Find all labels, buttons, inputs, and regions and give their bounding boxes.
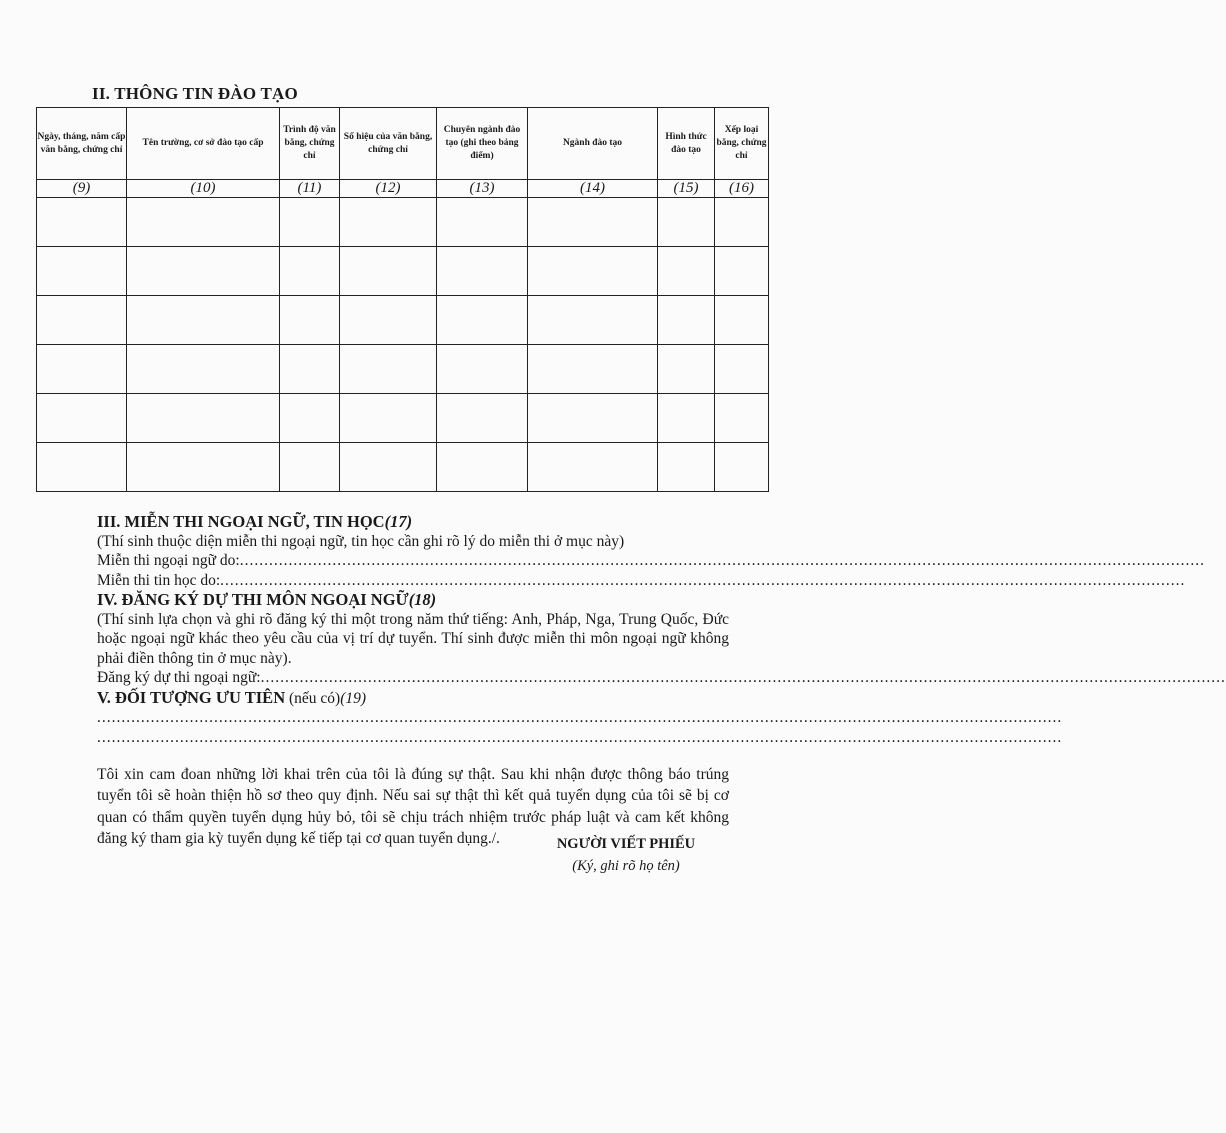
table-cell[interactable]: [37, 345, 127, 394]
signer-subtitle: (Ký, ghi rõ họ tên): [572, 858, 680, 874]
header-level: Trình độ văn bằng, chứng chỉ: [280, 108, 340, 180]
table-cell[interactable]: [528, 345, 658, 394]
table-cell[interactable]: [658, 296, 715, 345]
priority-field-line-1[interactable]: ......................................................................................................................................................................................................: [97, 709, 1063, 726]
header-serial: Số hiệu của văn bằng, chứng chỉ: [340, 108, 437, 180]
col-number: (14): [528, 180, 658, 198]
table-cell[interactable]: [658, 394, 715, 443]
table-cell[interactable]: [715, 247, 769, 296]
section-4-instruction: (Thí sinh lựa chọn và ghi rõ đăng ký thi một trong năm thứ tiếng: Anh, Pháp, Nga, Trung Quốc, Đức hoặc ngoại ngữ khác theo yêu cầu của vị trí dự tuyển. Thí sinh được miễn thi môn ngoại ngữ không phải điền thông tin ở mục này).: [97, 610, 729, 667]
header-grade: Xếp loại bằng, chứng chỉ: [715, 108, 769, 180]
table-cell[interactable]: [658, 345, 715, 394]
header-date: Ngày, tháng, năm cấp văn bằng, chứng chỉ: [37, 108, 127, 180]
table-cell[interactable]: [658, 443, 715, 492]
table-number-row: [37, 180, 769, 198]
col-number: (13): [437, 180, 528, 198]
table-cell[interactable]: [127, 247, 280, 296]
section-3-title: III. MIỄN THI NGOẠI NGỮ, TIN HỌC(17): [97, 512, 413, 531]
table-cell[interactable]: [715, 296, 769, 345]
table-row: [37, 247, 769, 296]
col-number: (10): [127, 180, 280, 198]
table-cell[interactable]: [715, 345, 769, 394]
col-number: (12): [340, 180, 437, 198]
signature-block: [536, 836, 716, 875]
table-cell[interactable]: [715, 443, 769, 492]
table-cell[interactable]: [37, 443, 127, 492]
table-cell[interactable]: [437, 394, 528, 443]
section-4-title: IV. ĐĂNG KÝ DỰ THI MÔN NGOẠI NGỮ(18): [97, 590, 437, 609]
table-cell[interactable]: [528, 443, 658, 492]
table-cell[interactable]: [437, 443, 528, 492]
table-cell[interactable]: [127, 394, 280, 443]
table-cell[interactable]: [340, 345, 437, 394]
table-cell[interactable]: [658, 198, 715, 247]
priority-field-line-2[interactable]: ......................................................................................................................................................................................................: [97, 728, 1063, 746]
table-cell[interactable]: [37, 394, 127, 443]
table-cell[interactable]: [437, 247, 528, 296]
table-cell[interactable]: [280, 198, 340, 247]
table-cell[interactable]: [658, 247, 715, 296]
table-cell[interactable]: [340, 443, 437, 492]
table-cell[interactable]: [127, 443, 280, 492]
table-cell[interactable]: [280, 247, 340, 296]
table-cell[interactable]: [37, 198, 127, 247]
table-cell[interactable]: [340, 247, 437, 296]
foreign-language-registration-field[interactable]: Đăng ký dự thi ngoại ngữ: ......................................................................................................................................................................................................: [97, 669, 1226, 686]
it-exemption-field[interactable]: Miễn thi tin học do: ......................................................................................................................................................................................................: [97, 571, 1186, 589]
table-cell[interactable]: [528, 394, 658, 443]
table-cell[interactable]: [340, 394, 437, 443]
table-cell[interactable]: [280, 443, 340, 492]
table-cell[interactable]: [340, 198, 437, 247]
table-cell[interactable]: [127, 345, 280, 394]
col-number: (11): [280, 180, 340, 198]
header-form: Hình thức đào tạo: [658, 108, 715, 180]
table-row: [37, 443, 769, 492]
table-cell[interactable]: [280, 345, 340, 394]
table-cell[interactable]: [528, 247, 658, 296]
table-cell[interactable]: [37, 247, 127, 296]
table-cell[interactable]: [437, 345, 528, 394]
table-cell[interactable]: [437, 198, 528, 247]
table-cell[interactable]: [715, 394, 769, 443]
table-header-row: [37, 108, 769, 180]
table-cell[interactable]: [127, 296, 280, 345]
table-row: [37, 198, 769, 247]
foreign-language-exemption-field[interactable]: Miễn thi ngoại ngữ do: ......................................................................................................................................................................................................: [97, 552, 1205, 569]
section-3-instruction: (Thí sinh thuộc diện miễn thi ngoại ngữ, tin học cần ghi rõ lý do miễn thi ở mục này): [97, 532, 625, 550]
training-table: [36, 107, 769, 492]
table-cell[interactable]: [127, 198, 280, 247]
table-cell[interactable]: [528, 198, 658, 247]
table-cell[interactable]: [340, 296, 437, 345]
header-major: Ngành đào tạo: [528, 108, 658, 180]
header-specialization: Chuyên ngành đào tạo (ghi theo bảng điểm): [437, 108, 528, 180]
declaration-text: Tôi xin cam đoan những lời khai trên của tôi là đúng sự thật. Sau khi nhận được thông báo trúng tuyển tôi sẽ hoàn thiện hồ sơ theo quy định. Nếu sai sự thật thì kết quả tuyển dụng của tôi sẽ bị cơ quan có thẩm quyền tuyển dụng hủy bỏ, tôi sẽ chịu trách nhiệm trước pháp luật và cam kết không đăng ký tham gia kỳ tuyển dụng kế tiếp tại cơ quan tuyển dụng./.: [97, 765, 729, 847]
table-cell[interactable]: [715, 198, 769, 247]
table-cell[interactable]: [280, 394, 340, 443]
col-number: (9): [37, 180, 127, 198]
section-2-title: II. THÔNG TIN ĐÀO TẠO: [92, 84, 298, 103]
table-cell[interactable]: [280, 296, 340, 345]
table-row: [37, 394, 769, 443]
table-row: [37, 345, 769, 394]
col-number: (15): [658, 180, 715, 198]
table-cell[interactable]: [528, 296, 658, 345]
table-cell[interactable]: [437, 296, 528, 345]
section-5-title: V. ĐỐI TƯỢNG ƯU TIÊN (nếu có)(19): [97, 687, 367, 707]
header-school: Tên trường, cơ sở đào tạo cấp: [127, 108, 280, 180]
form-sections: [97, 512, 1226, 747]
table-cell[interactable]: [37, 296, 127, 345]
col-number: (16): [715, 180, 769, 198]
signer-title: NGƯỜI VIẾT PHIẾU: [556, 836, 696, 852]
table-row: [37, 296, 769, 345]
